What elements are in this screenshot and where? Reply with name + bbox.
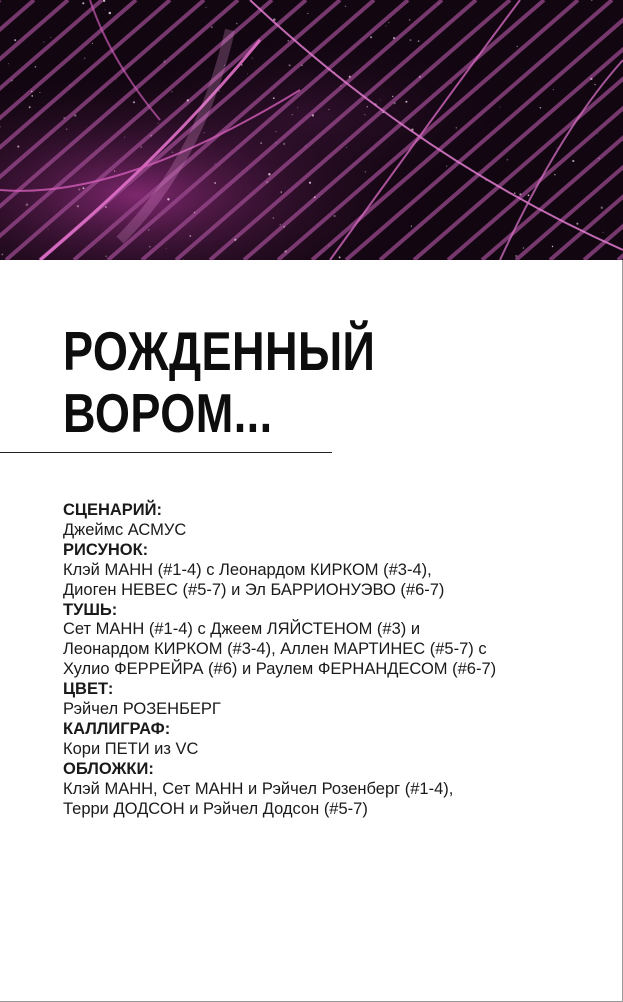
- credits-list: [63, 501, 603, 820]
- credit-name: Кори ПЕТИ из VC: [63, 739, 199, 758]
- credit-name: Сет МАНН (#1-4) с Джеем ЛЯЙСТЕНОМ (#3) и: [63, 620, 421, 639]
- credit-name: Клэй МАНН, Сет МАНН и Рэйчел Розенберг (#1-4),: [63, 779, 454, 798]
- credit-name: Леонардом КИРКОМ (#3-4), Аллен МАРТИНЕС (#5-7) с: [63, 640, 487, 659]
- credit-role: ОБЛОЖКИ:: [63, 759, 154, 778]
- credit-role: КАЛЛИГРАФ:: [63, 719, 171, 738]
- title-divider: [0, 452, 332, 453]
- credit-role: ТУШЬ:: [63, 600, 118, 619]
- credit-name: Джеймс АСМУС: [63, 520, 187, 539]
- abstract-pink-streaks-icon: [0, 0, 623, 260]
- credit-role: РИСУНОК:: [63, 540, 149, 559]
- book-title: [63, 320, 375, 444]
- credit-name: Терри ДОДСОН и Рэйчел Додсон (#5-7): [63, 799, 368, 818]
- book-title-line-1: РОЖДЕННЫЙ: [63, 320, 376, 382]
- credit-name: Хулио ФЕРРЕЙРА (#6) и Раулем ФЕРНАНДЕСОМ (#6-7): [63, 660, 497, 679]
- credit-name: Диоген НЕВЕС (#5-7) и Эл БАРРИОНУЭВО (#6-7): [63, 580, 445, 599]
- credit-name: Рэйчел РОЗЕНБЕРГ: [63, 700, 221, 719]
- credit-role: СЦЕНАРИЙ:: [63, 501, 163, 519]
- credit-role: ЦВЕТ:: [63, 680, 114, 699]
- credit-name: Клэй МАНН (#1-4) с Леонардом КИРКОМ (#3-4),: [63, 560, 432, 579]
- book-title-line-2: ВОРОМ...: [63, 382, 273, 444]
- header-banner-image: [0, 0, 623, 260]
